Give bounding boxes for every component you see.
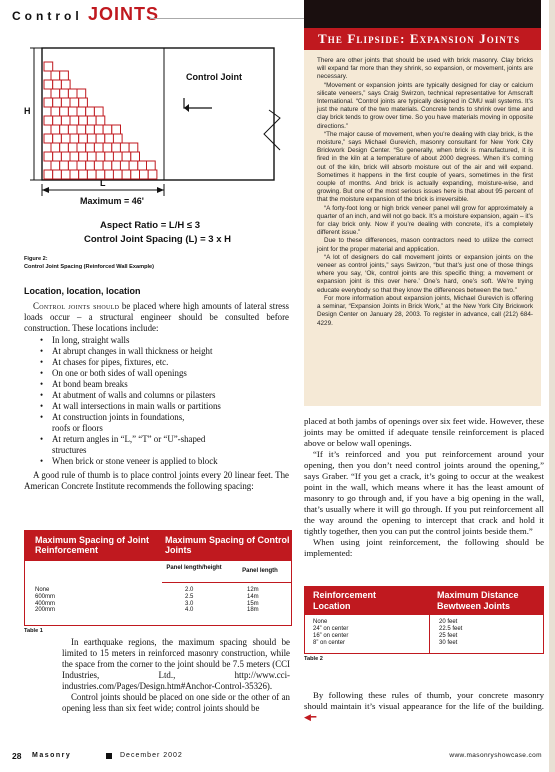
table-1-subheader <box>162 561 292 583</box>
table-cell-distance: 22.5 feet <box>439 625 463 632</box>
location-item: • In long, straight walls <box>40 335 289 346</box>
brick-shape <box>79 98 88 107</box>
brick-shape <box>68 161 77 170</box>
brick-shape <box>105 170 114 179</box>
table-1-sub-length: Panel length <box>242 568 278 574</box>
brick-shape <box>122 170 131 179</box>
spacing-formula-label: Control Joint Spacing (L) = 3 x H <box>84 234 231 245</box>
brick-shape <box>103 143 112 152</box>
brick-shape <box>60 71 69 80</box>
brick-shape <box>147 161 156 170</box>
brick-shape <box>51 161 60 170</box>
brick-shape <box>87 170 96 179</box>
brick-shape <box>53 98 62 107</box>
brick-shape <box>120 143 129 152</box>
earthquake-paragraph: In earthquake regions, the maximum spacing should be limited to 15 meters in reinforced masonry construction, while the space from the corner to the joint should be 7.5 meters (CCI Industries, Ltd., http://www.cci-industries.com/Pages/Design.htm#Anchor-Control-35326). <box>62 637 290 691</box>
brick-shape <box>70 98 79 107</box>
brick-shape <box>79 170 88 179</box>
brick-shape <box>70 134 79 143</box>
brick-shape <box>138 161 147 170</box>
brick-shape <box>61 80 70 89</box>
table-cell-panel: 3.0 <box>185 600 194 607</box>
continued-paragraph: placed at both jambs of openings over six feet wide. However, these joints may be omitted if adequate tensile reinforcement is placed above or below wall openings. <box>304 416 544 448</box>
brick-shape <box>113 152 122 161</box>
brick-shape <box>87 134 96 143</box>
brick-shape <box>53 134 62 143</box>
brick-shape <box>129 161 138 170</box>
table-2-header-right: Maximum Distance Bewtween Joints <box>437 590 519 611</box>
table-cell-reinforcement: 400mm <box>35 600 56 607</box>
brick-shape <box>44 170 53 179</box>
table-1-header <box>25 531 291 561</box>
brick-shape <box>120 161 129 170</box>
brick-shape <box>94 161 103 170</box>
brick-shape <box>53 152 62 161</box>
table-cell-reinforcement: 600mm <box>35 593 56 600</box>
table-row <box>25 607 291 614</box>
brick-shape <box>44 80 53 89</box>
table-1 <box>24 530 292 626</box>
end-arrow-icon: ◀━ <box>304 713 317 723</box>
brick-shape <box>60 107 69 116</box>
brick-shape <box>51 125 60 134</box>
sidebar-paragraph: For more information about expansion joints, Michael Gurevich is offering a seminar, “Expansion Joints in Brick Work,” at the New York City Brickwork Design Center on January 28, 2003. To register in advance, call (212) 684-4229. <box>317 294 533 327</box>
brick-shape <box>96 134 105 143</box>
brick-shape <box>61 152 70 161</box>
table-cell-reinforcement: 200mm <box>35 607 56 614</box>
brick-shape <box>70 170 79 179</box>
brick-shape <box>105 152 114 161</box>
header-rule <box>150 18 305 19</box>
table-row <box>305 640 543 647</box>
brick-shape <box>53 170 62 179</box>
table-row <box>305 633 543 640</box>
brick-shape <box>103 161 112 170</box>
table-cell-length: 15m <box>247 600 259 607</box>
article-left-column-bottom <box>62 637 290 714</box>
sidebar-paragraph: “Movement or expansion joints are typically designed for clay or calcium silicate veneers,” says Craig Swirzon, technical representative for Amscraft International. “Control joints are typically designed in CMU wall systems. It’s just the nature of the two materials. Concrete tends to shrink over time and clay brick tends to grow over time. So you have materials moving in opposite directions.” <box>317 81 533 130</box>
intro-text: be placed where high amounts of lateral stress loads occur – a structural engineer should be consulted before construction. These locations include: <box>24 301 290 333</box>
table-2-caption: Table 2 <box>304 656 323 662</box>
conclusion-text: By following these rules of thumb, your concrete masonry should maintain it’s visual appearance for the life of the building. <box>304 690 544 711</box>
brick-shape <box>129 143 138 152</box>
brick-shape <box>131 170 140 179</box>
brick-shape <box>51 107 60 116</box>
brick-shape <box>77 107 86 116</box>
sidebar-title: The Flipside: Expansion Joints <box>304 28 541 50</box>
sidebar-paragraph: “A forty-foot long or high brick veneer panel will grow for approximately a quarter of an inch, and will not go back. It’s a moisture expansion, again – it’s for clay brick only. Now if you’re dealing with concrete, it’s a completely different issue.” <box>317 204 533 237</box>
brick-shape <box>79 116 88 125</box>
brick-shape <box>60 143 69 152</box>
sidebar-paragraph: “The major cause of movement, when you’re dealing with clay brick, is the moisture,” says Michael Gurevich, masonry consultant for New York City Brickwork Design Center. “So generally, when brick is manufactured, it is fired in the kiln at a temperature of about 2000 degrees. When it’s coming out of the kiln, brick will absorb moisture out of the air and will expand. Sometimes it happens in the first couple of years, sometimes in the first couple of months. And brick is actually expanding, moisture-wise, and growing. But one of the most serious issues here is that about 95 percent of that the moisture expansion of the brick is irreversible. <box>317 130 533 204</box>
table-cell-location: 16” on center <box>313 632 349 639</box>
table-1-caption: Table 1 <box>24 628 43 634</box>
rule-of-thumb-paragraph: A good rule of thumb is to place control joints every 20 linear feet. The American Concrete Institute recommends the following spacing: <box>24 470 289 491</box>
brick-shape <box>79 134 88 143</box>
table-row <box>305 619 543 626</box>
brick-shape <box>60 125 69 134</box>
brick-shape <box>70 116 79 125</box>
figure-caption-title: Control Joint Spacing (Reinforced Wall Example) <box>24 264 155 270</box>
brick-shape <box>94 125 103 134</box>
location-item: • On one or both sides of wall openings <box>40 368 289 379</box>
header-section-accent: JOINTS <box>88 4 160 24</box>
magazine-name: Masonry <box>32 752 72 759</box>
intro-paragraph <box>24 301 289 334</box>
header-section-word: Control <box>12 9 83 23</box>
brick-shape <box>60 89 69 98</box>
brick-shape <box>51 71 60 80</box>
brick-shape <box>77 143 86 152</box>
table-cell-length: 12m <box>247 587 259 593</box>
sidebar-top-bar <box>304 0 541 28</box>
table-cell-panel: 2.0 <box>185 587 194 593</box>
table-2-body <box>305 619 543 647</box>
table-2-header-left: Reinforcement Location <box>313 590 377 611</box>
brick-shape <box>44 134 53 143</box>
brick-shape <box>61 98 70 107</box>
table-cell-length: 18m <box>247 607 259 614</box>
location-item: • At chases for pipes, fixtures, etc. <box>40 357 289 368</box>
brick-shape <box>113 134 122 143</box>
article-right-column <box>304 416 544 559</box>
table-cell-distance: 20 feet <box>439 619 458 625</box>
table-2-header <box>305 587 543 615</box>
figure-caption-number: Figure 2: <box>24 256 48 262</box>
table-cell-length: 14m <box>247 593 259 600</box>
article-left-column <box>24 286 289 492</box>
brick-shape <box>113 170 122 179</box>
intro-lead-in: Control joints should <box>33 301 120 311</box>
location-item: • At bond beam breaks <box>40 379 289 390</box>
brick-shape <box>44 98 53 107</box>
brick-shape <box>86 161 95 170</box>
table-cell-location: 24” on center <box>313 625 349 632</box>
brick-shape <box>60 161 69 170</box>
brick-shape <box>148 170 157 179</box>
brick-shape <box>140 170 149 179</box>
table-cell-reinforcement: None <box>35 587 50 593</box>
sidebar-paragraph: “A lot of designers do call movement joints or expansion joints on the veneer as control joints,” says Swirzon, “but that’s just one of those things where you say, ‘Ok, control joints are this specific thing; a movement or expansion joint is this over here.’ One’s hard, one’s soft. We’re trying educate everybody so that they know the differences between the two.” <box>317 253 533 294</box>
table-cell-location: None <box>313 619 328 625</box>
maximum-label: Maximum = 46' <box>80 196 144 206</box>
brick-shape <box>77 125 86 134</box>
table-cell-panel: 4.0 <box>185 607 194 614</box>
table-cell-distance: 30 feet <box>439 639 458 646</box>
brick-shape <box>44 116 53 125</box>
table-row <box>25 594 291 601</box>
brick-shape <box>44 62 53 71</box>
brick-shape <box>77 89 86 98</box>
table-1-header-right: Maximum Spacing of Control Joints <box>165 535 290 555</box>
page-edge <box>549 0 555 772</box>
location-list <box>40 335 289 467</box>
brick-shape <box>61 170 70 179</box>
brick-shape <box>53 80 62 89</box>
conclusion-paragraph <box>304 690 544 724</box>
brick-shape <box>105 134 114 143</box>
brick-shape <box>96 116 105 125</box>
issue-date: December 2002 <box>120 752 183 759</box>
brick-shape <box>68 107 77 116</box>
sidebar-paragraph: There are other joints that should be used with brick masonry. Clay bricks will expand far more than they shrink, so expansion, or movement, joints are necessary. <box>317 57 533 81</box>
section-heading: Location, location, location <box>24 286 141 296</box>
location-item: • When brick or stone veneer is applied to block <box>40 456 289 467</box>
implemented-paragraph: When using joint reinforcement, the following should be implemented: <box>304 537 544 558</box>
website-url[interactable]: www.masonryshowcase.com <box>449 752 542 759</box>
table-row <box>25 601 291 608</box>
brick-shape <box>112 125 121 134</box>
brick-shape <box>86 143 95 152</box>
brick-shape <box>53 116 62 125</box>
table-row <box>25 587 291 594</box>
length-label: L <box>100 178 106 188</box>
sidebar-paragraph: Due to these differences, mason contractors need to utilize the correct joint for the proper material and application. <box>317 237 533 253</box>
placement-paragraph: Control joints should be placed on one side or the other of an opening less than six feet wide; control joints should be <box>62 692 290 713</box>
brick-shape <box>96 152 105 161</box>
table-cell-location: 8” on center <box>313 639 346 646</box>
brick-shape <box>112 161 121 170</box>
brick-shape <box>68 125 77 134</box>
brick-shape <box>131 152 140 161</box>
table-1-sub-panel: Panel length/height <box>166 565 222 571</box>
brick-shape <box>87 116 96 125</box>
brick-shape <box>94 107 103 116</box>
location-item: • At return angles in “L,” “T” or “U”-shaped <box>40 434 289 445</box>
footer-square-icon <box>106 753 112 759</box>
brick-shape <box>79 152 88 161</box>
brick-shape <box>77 161 86 170</box>
control-joint-label: Control Joint <box>186 72 242 82</box>
page-number: 28 <box>12 751 22 761</box>
sidebar-body <box>317 57 533 328</box>
graber-quote-paragraph: “If it’s reinforced and you put reinforcement around your opening, then you don’t need control joints around the opening,” says Graber. “If you get a crack, it’s going to occur at the weakest point in the wall, which means where it has the least amount of masonry to go through and, if you have a big opening in the wall, that’s usually where it will go through. If you put reinforcement all the way around the opening to intercept that crack and hold it tightly together, then you can put the control joints beside them.” <box>304 449 544 536</box>
brick-shape <box>94 143 103 152</box>
location-item: • At abrupt changes in wall thickness or height <box>40 346 289 357</box>
brick-shape <box>122 152 131 161</box>
location-item: roofs or floors <box>52 423 103 433</box>
location-item: • At abutment of walls and columns or pilasters <box>40 390 289 401</box>
brick-shape <box>87 152 96 161</box>
aspect-ratio-label: Aspect Ratio = L/H ≤ 3 <box>100 220 200 231</box>
location-item: • At construction joints in foundations, <box>40 412 289 423</box>
brick-shape <box>70 152 79 161</box>
table-1-body <box>25 587 291 614</box>
brick-shape <box>61 134 70 143</box>
brick-shape <box>103 125 112 134</box>
brick-shape <box>51 143 60 152</box>
location-item: structures <box>52 445 87 455</box>
brick-shape <box>44 152 53 161</box>
height-label: H <box>24 106 31 116</box>
brick-shape <box>61 116 70 125</box>
table-cell-panel: 2.5 <box>185 593 194 600</box>
table-1-header-left: Maximum Spacing of Joint Reinforcement <box>35 535 150 555</box>
table-2 <box>304 586 544 654</box>
table-row <box>305 626 543 633</box>
brick-shape <box>112 143 121 152</box>
brick-shape <box>86 125 95 134</box>
table-cell-distance: 25 feet <box>439 632 458 639</box>
brick-shape <box>51 89 60 98</box>
location-item: • At wall intersections in main walls or partitions <box>40 401 289 412</box>
control-joint-figure <box>24 38 288 274</box>
brick-shape <box>68 89 77 98</box>
brick-shape <box>86 107 95 116</box>
brick-shape <box>68 143 77 152</box>
